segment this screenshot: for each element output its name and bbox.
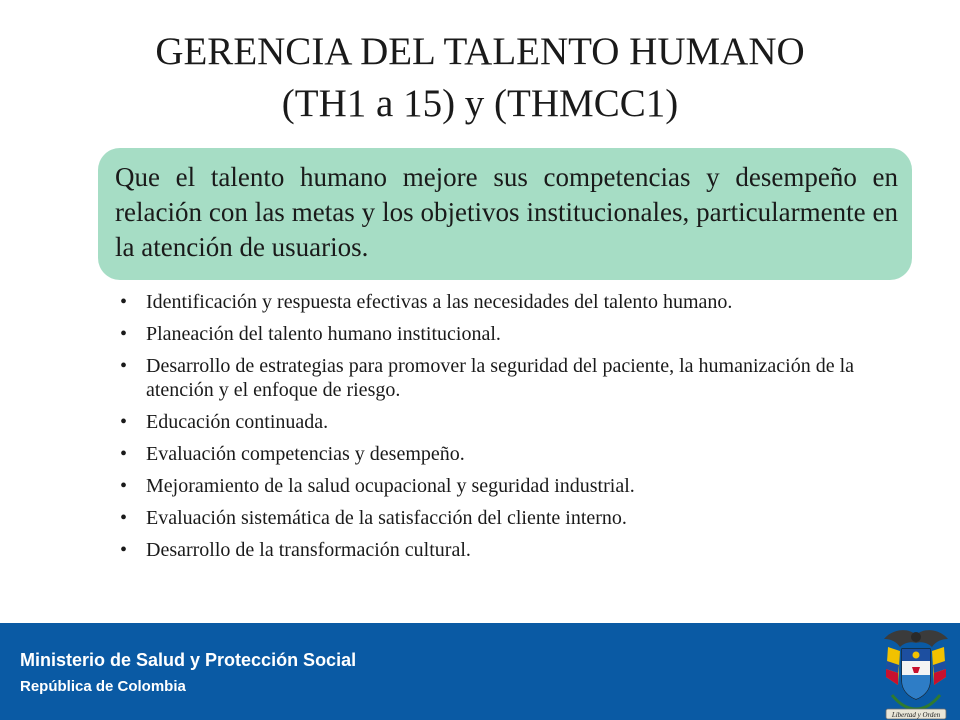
bullet-text: Mejoramiento de la salud ocupacional y seguridad industrial. — [146, 475, 635, 497]
slide-title-line-1: GERENCIA DEL TALENTO HUMANO — [155, 30, 805, 73]
bullet-list — [120, 290, 900, 570]
bullet-text: Desarrollo de la transformación cultural. — [146, 539, 471, 561]
bullet-text: Evaluación sistemática de la satisfacción del cliente interno. — [146, 507, 627, 529]
bullet-item — [120, 538, 900, 562]
bullet-text: Planeación del talento humano institucional. — [146, 323, 501, 345]
colombia-coat-of-arms-icon — [878, 625, 954, 720]
bullet-item — [120, 354, 900, 402]
bullet-item — [120, 506, 900, 530]
bullet-text: Identificación y respuesta efectivas a las necesidades del talento humano. — [146, 291, 733, 313]
objective-callout — [98, 148, 912, 280]
bullet-text: Educación continuada. — [146, 411, 329, 433]
country-name: República de Colombia — [20, 678, 186, 695]
bullet-item — [120, 322, 900, 346]
bullet-item — [120, 410, 900, 434]
bullet-icon: • — [120, 475, 128, 497]
bullet-item — [120, 442, 900, 466]
crest-motto: Libertad y Orden — [891, 711, 941, 719]
footer-bar — [0, 623, 960, 720]
ministry-name: Ministerio de Salud y Protección Social — [20, 650, 357, 670]
objective-text: Que el talento humano mejore sus competencias y desempeño en relación con las metas y los objetivos institucionales, particularmente en la atención de usuarios. — [115, 162, 898, 262]
bullet-icon: • — [120, 443, 128, 465]
bullet-icon: • — [120, 323, 128, 345]
bullet-item — [120, 474, 900, 498]
slide-title-line-2: (TH1 a 15) y (THMCC1) — [281, 82, 679, 125]
bullet-text: Desarrollo de estrategias para promover la seguridad del paciente, la humanización de la atención y el enfoque de riesgo. — [146, 355, 855, 401]
bullet-text: Evaluación competencias y desempeño. — [146, 443, 465, 465]
bullet-icon: • — [120, 411, 128, 433]
slide-title — [0, 26, 960, 130]
bullet-icon: • — [120, 355, 128, 377]
bullet-item — [120, 290, 900, 314]
bullet-icon: • — [120, 291, 128, 313]
bullet-icon: • — [120, 507, 128, 529]
bullet-icon: • — [120, 539, 128, 561]
